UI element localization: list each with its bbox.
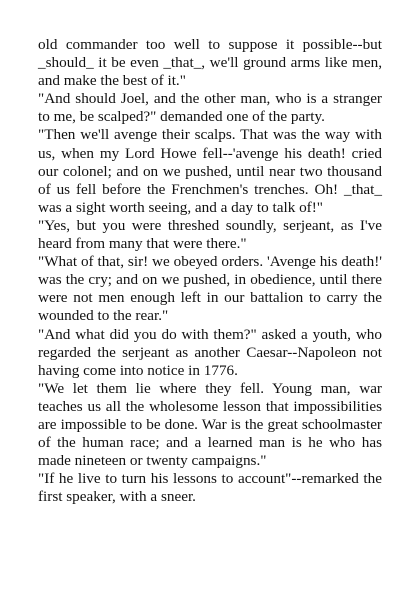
paragraph-8: "If he live to turn his lessons to account"--remarked the first speaker, with a sneer. — [38, 470, 382, 506]
document-page — [38, 36, 382, 506]
paragraph-7: "We let them lie where they fell. Young man, war teaches us all the wholesome lesson that impossibilities are impossible to be done. War is the great schoolmaster of the human race; and a learned man is he who has made nineteen or twenty campaigns." — [38, 379, 382, 470]
paragraph-5: "What of that, sir! we obeyed orders. 'Avenge his death!' was the cry; and on we pushed, in obedience, until there were not men enough left in our battalion to carry the wounded to the rear." — [38, 253, 382, 325]
paragraph-2: "And should Joel, and the other man, who is a stranger to me, be scalped?" demanded one of the party. — [38, 90, 382, 126]
paragraph-6: "And what did you do with them?" asked a youth, who regarded the serjeant as another Caesar--Napoleon not having come into notice in 1776. — [38, 325, 382, 379]
paragraph-4: "Yes, but you were threshed soundly, serjeant, as I've heard from many that were there." — [38, 216, 382, 253]
paragraph-3: "Then we'll avenge their scalps. That was the way with us, when my Lord Howe fell--'avenge his death! cried our colonel; and on we pushed, until near two thousand of us fell before the Frenchmen's trenches. Oh! _that_ was a sight worth seeing, and a day to talk of!" — [38, 126, 382, 216]
paragraph-1: old commander too well to suppose it possible--but _should_ it be even _that_, we'll ground arms like men, and make the best of it." — [38, 36, 382, 90]
